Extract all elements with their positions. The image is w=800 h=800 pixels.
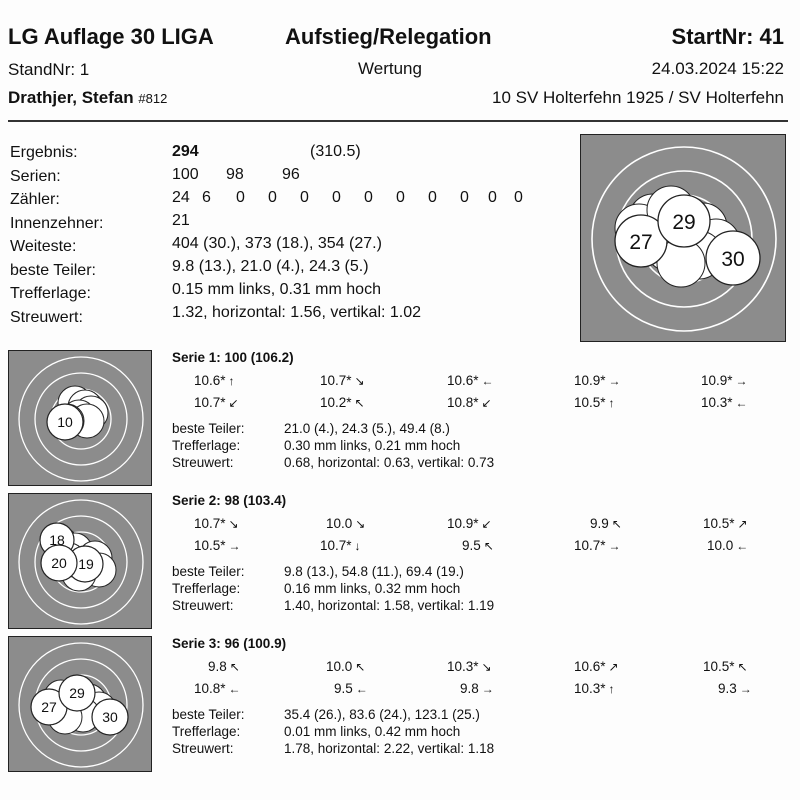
series-2-target-graphic [9,494,152,629]
series-3-beste-teiler: 35.4 (26.), 83.6 (24.), 123.1 (25.) [284,707,480,722]
summary-labels [10,141,103,329]
series-3-title: Serie 3: 96 (100.9) [172,636,287,651]
label-serien: Serien: [10,167,61,185]
ergebnis-decimal: (310.5) [310,143,361,160]
competition-mode: Aufstieg/Relegation [285,24,492,49]
shooter [8,88,167,108]
series-3-streuwert: 1.78, horizontal: 2.22, vertikal: 1.18 [284,741,495,756]
series-1-streuwert-label: Streuwert: [172,455,234,470]
series-1-shot-8: 10.8* ↙ [447,395,492,410]
label-ergebnis: Ergebnis: [10,144,78,161]
series-2-target-label-1: 18 [49,532,65,548]
series-1-shot-7: 10.2* ↖ [320,395,365,410]
series-2-target-label-3: 19 [78,556,94,572]
series-3-shot-6: 10.8* ← [194,681,241,696]
series-1-shot-4: 10.9* → [574,373,621,388]
report-title: LG Auflage 30 LIGA [8,24,214,49]
series-2-shot-3: 10.9* ↙ [447,516,492,531]
series-3-target-label-2: 29 [69,685,85,701]
trefferlage-value: 0.15 mm links, 0.31 mm hoch [172,281,381,298]
series-3-shot-2: 10.0 ↖ [326,659,366,674]
series-3-shot-9: 10.3* ↑ [574,681,615,696]
zaehler-11: 0 [488,189,497,206]
series-3-streuwert-label: Streuwert: [172,741,234,756]
label-streuwert: Streuwert: [10,308,83,326]
series-1-shot-9: 10.5* ↑ [574,395,615,410]
beste-teiler-value: 9.8 (13.), 21.0 (4.), 24.3 (5.) [172,258,369,275]
series-2-trefferlage-label: Trefferlage: [172,581,241,596]
series-1-streuwert: 0.68, horizontal: 0.63, vertikal: 0.73 [284,455,495,470]
label-zaehler: Zähler: [10,191,60,208]
stand-number: StandNr: 1 [8,60,90,79]
series-1-shot-2: 10.7* ↘ [320,373,365,388]
series-3-target-label-1: 27 [41,699,57,715]
zaehler-8: 0 [396,189,405,206]
shooter-name: Drathjer, Stefan [8,88,134,107]
series-3-shot-1: 9.8 ↖ [208,659,240,674]
series-3-shot-8: 9.8 → [460,681,494,696]
summary-target-label-1: 27 [629,231,653,254]
series-2-shot-8: 9.5 ↖ [462,538,494,553]
series-1-target-graphic [9,351,152,486]
zaehler-6: 0 [332,189,341,206]
start-number: StartNr: 41 [671,24,784,49]
summary-target-label-2: 29 [672,211,696,234]
label-trefferlage: Trefferlage: [10,285,91,302]
label-innenzehner: Innenzehner: [10,214,104,232]
series-1-shot-5: 10.9* → [701,373,748,388]
club-name: 10 SV Holterfehn 1925 / SV Holterfehn [491,88,784,107]
innenzehner-value: 21 [172,212,190,229]
series-2-trefferlage: 0.16 mm links, 0.32 mm hoch [284,581,461,596]
zaehler-5: 0 [300,189,309,206]
series-1-trefferlage-label: Trefferlage: [172,438,241,453]
series-1-title: Serie 1: 100 (106.2) [172,350,294,365]
series-2-streuwert-label: Streuwert: [172,598,234,613]
series-2-shot-10: 10.0 ← [707,538,749,553]
series-1-target [8,350,152,486]
zaehler-12: 0 [514,189,523,206]
zaehler-2: 6 [202,189,211,206]
series-3-shot-3: 10.3* ↘ [447,659,492,674]
label-weiteste: Weiteste: [10,238,77,255]
series-1-shot-1: 10.6* ↑ [194,373,235,388]
series-2-streuwert: 1.40, horizontal: 1.58, vertikal: 1.19 [284,598,495,613]
zaehler-3: 0 [236,189,245,206]
series-2-shot-4: 9.9 ↖ [590,516,622,531]
zaehler-7: 0 [364,189,373,206]
series-3-beste-teiler-label: beste Teiler: [172,707,245,722]
series-3-shot-7: 9.5 ← [334,681,368,696]
series-3-target-graphic [9,637,152,772]
series-3-target [8,636,152,772]
label-beste-teiler: beste Teiler: [10,261,96,279]
series-3-shot-4: 10.6* ↗ [574,659,619,674]
series-2-title: Serie 2: 98 (103.4) [172,493,287,508]
series-1-trefferlage: 0.30 mm links, 0.21 mm hoch [284,438,461,453]
series-3-shot-5: 10.5* ↖ [703,659,748,674]
zaehler-9: 0 [428,189,437,206]
ergebnis-value: 294 [172,143,199,160]
zaehler-1: 24 [172,189,190,206]
series-1-shot-6: 10.7* ↙ [194,395,239,410]
zaehler-10: 0 [460,189,469,206]
series-2-shot-2: 10.0 ↘ [326,516,366,531]
series-2-shot-9: 10.7* → [574,538,621,553]
series-3-shot-10: 9.3 → [718,681,752,696]
series-3-trefferlage-label: Trefferlage: [172,724,241,739]
summary-target-label-3: 30 [721,248,745,271]
series-2-shot-5: 10.5* ↗ [703,516,748,531]
series-1-shot-3: 10.6* ← [447,373,494,388]
serien-1: 100 [172,166,199,183]
summary-target [580,134,786,342]
series-1-target-label: 10 [57,414,73,430]
streuwert-value: 1.32, horizontal: 1.56, vertikal: 1.02 [172,304,422,321]
date-time: 24.03.2024 15:22 [651,59,784,78]
series-2-target-label-2: 20 [51,555,67,571]
serien-3: 96 [282,166,300,183]
weiteste-value: 404 (30.), 373 (18.), 354 (27.) [172,235,382,252]
series-2-shot-1: 10.7* ↘ [194,516,239,531]
wertung-label: Wertung [358,59,422,78]
zaehler-4: 0 [268,189,277,206]
series-1-beste-teiler-label: beste Teiler: [172,421,245,436]
series-2-shot-7: 10.7* ↓ [320,538,361,553]
shooter-id: #812 [138,91,168,106]
series-1-shot-10: 10.3* ← [701,395,748,410]
series-2-shot-6: 10.5* → [194,538,241,553]
series-2-beste-teiler: 9.8 (13.), 54.8 (11.), 69.4 (19.) [284,564,464,579]
summary-target-graphic [581,135,786,342]
series-3-trefferlage: 0.01 mm links, 0.42 mm hoch [284,724,461,739]
series-2-target [8,493,152,629]
series-2-beste-teiler-label: beste Teiler: [172,564,245,579]
serien-2: 98 [226,166,244,183]
series-3-target-label-3: 30 [102,709,118,725]
series-1-beste-teiler: 21.0 (4.), 24.3 (5.), 49.4 (8.) [284,421,450,436]
header-divider [8,120,788,122]
